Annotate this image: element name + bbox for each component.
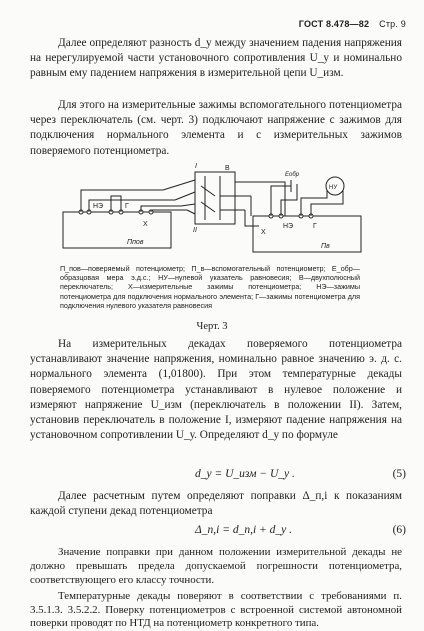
- paragraph-5: Значение поправки при данном положении измерительной декады не должно превышать предела допускаемой погрешности потенциометра, соответствующего его классу точности.: [30, 546, 402, 586]
- paragraph-4: Далее расчетным путем определяют поправки Δ_п,i к показаниям каждой ступени декад потенциометра: [30, 490, 402, 518]
- paragraph-3: На измерительных декадах поверяемого потенциометра устанавливают значение напряжения, номинально равное значению э. д. с. нормального элемента (1,01800). При этом температурные декады поверяемого потенциометра устанавливают в нулевое положение и измеряют напряжение U_изм (переключатель в положении II). Затем, установив переключатель в положение I, измеряют падение напряжения на установочном сопротивлении U_у. Определяют d_у по формуле: [30, 338, 402, 442]
- label-x1: Х: [143, 221, 148, 228]
- standard-number: ГОСТ 8.478—82: [298, 19, 370, 29]
- page-header: [299, 19, 406, 29]
- label-nu: НУ: [329, 185, 338, 191]
- potentiometer-under-test-box: [63, 212, 171, 248]
- formula-5: d_у = U_изм − U_у .: [195, 468, 295, 480]
- paragraph-6-text: Температурные декады поверяют в соответствии с требованиями п. 3.5.1.3.: [30, 590, 402, 616]
- figure-title: Черт. 3: [196, 321, 228, 332]
- label-g1: Г: [125, 203, 129, 210]
- formula-6-number: (6): [392, 524, 406, 536]
- paragraph-1: Далее определяют разность d_у между значением падения напряжения на нерегулируемой части установочного сопротивления U_у и номинально равным ему падением напряжения в измерительной цепи U_изм.: [30, 37, 402, 80]
- label-eobr: Еобр: [285, 172, 300, 178]
- label-pos2: II: [193, 227, 197, 234]
- paragraph-7-text: 3.5.2.2. Поверку потенциометров с встроенной системой автономной поверки проводят по НТД на потенциометр конкретного типа.: [30, 603, 403, 629]
- paragraph-2: Для этого на измерительные зажимы вспомогательного потенциометра через переключатель (см. черт. 3) подключают напряжение с зажимов для подключения нормального элемента и с измерительных зажимов поверяемого потенциометра.: [30, 99, 402, 157]
- label-x2: Х: [261, 229, 266, 236]
- label-pos1: I: [195, 163, 197, 170]
- label-ne1: НЭ: [93, 203, 104, 210]
- auxiliary-potentiometer-box: [253, 216, 361, 252]
- label-pv: Пв: [321, 243, 330, 250]
- label-pov: Ппов: [127, 239, 144, 246]
- label-ne2: НЭ: [283, 223, 294, 230]
- label-switch: В: [225, 165, 230, 172]
- page-number: Стр. 9: [379, 19, 406, 29]
- figure-caption: П_пов—поверяемый потенциометр; П_в—вспомогательный потенциометр; Е_обр—образцовая мера э.д.с.; НУ—нулевой указатель равновесия; В—двухполюсный переключатель; Х—измерительные зажимы потенциометра; НЭ—зажимы потенциометра для подключения нормального элемента; Г—зажимы потенциометра для подключения нулевого указателя равновесия: [60, 264, 360, 310]
- formula-5-number: (5): [392, 468, 406, 480]
- formula-6: Δ_п,i = d_п,i + d_у .: [195, 524, 293, 536]
- switch-box: [195, 172, 235, 224]
- label-g2: Г: [313, 223, 317, 230]
- circuit-diagram: [55, 156, 375, 261]
- paragraph-6-7: [30, 590, 402, 631]
